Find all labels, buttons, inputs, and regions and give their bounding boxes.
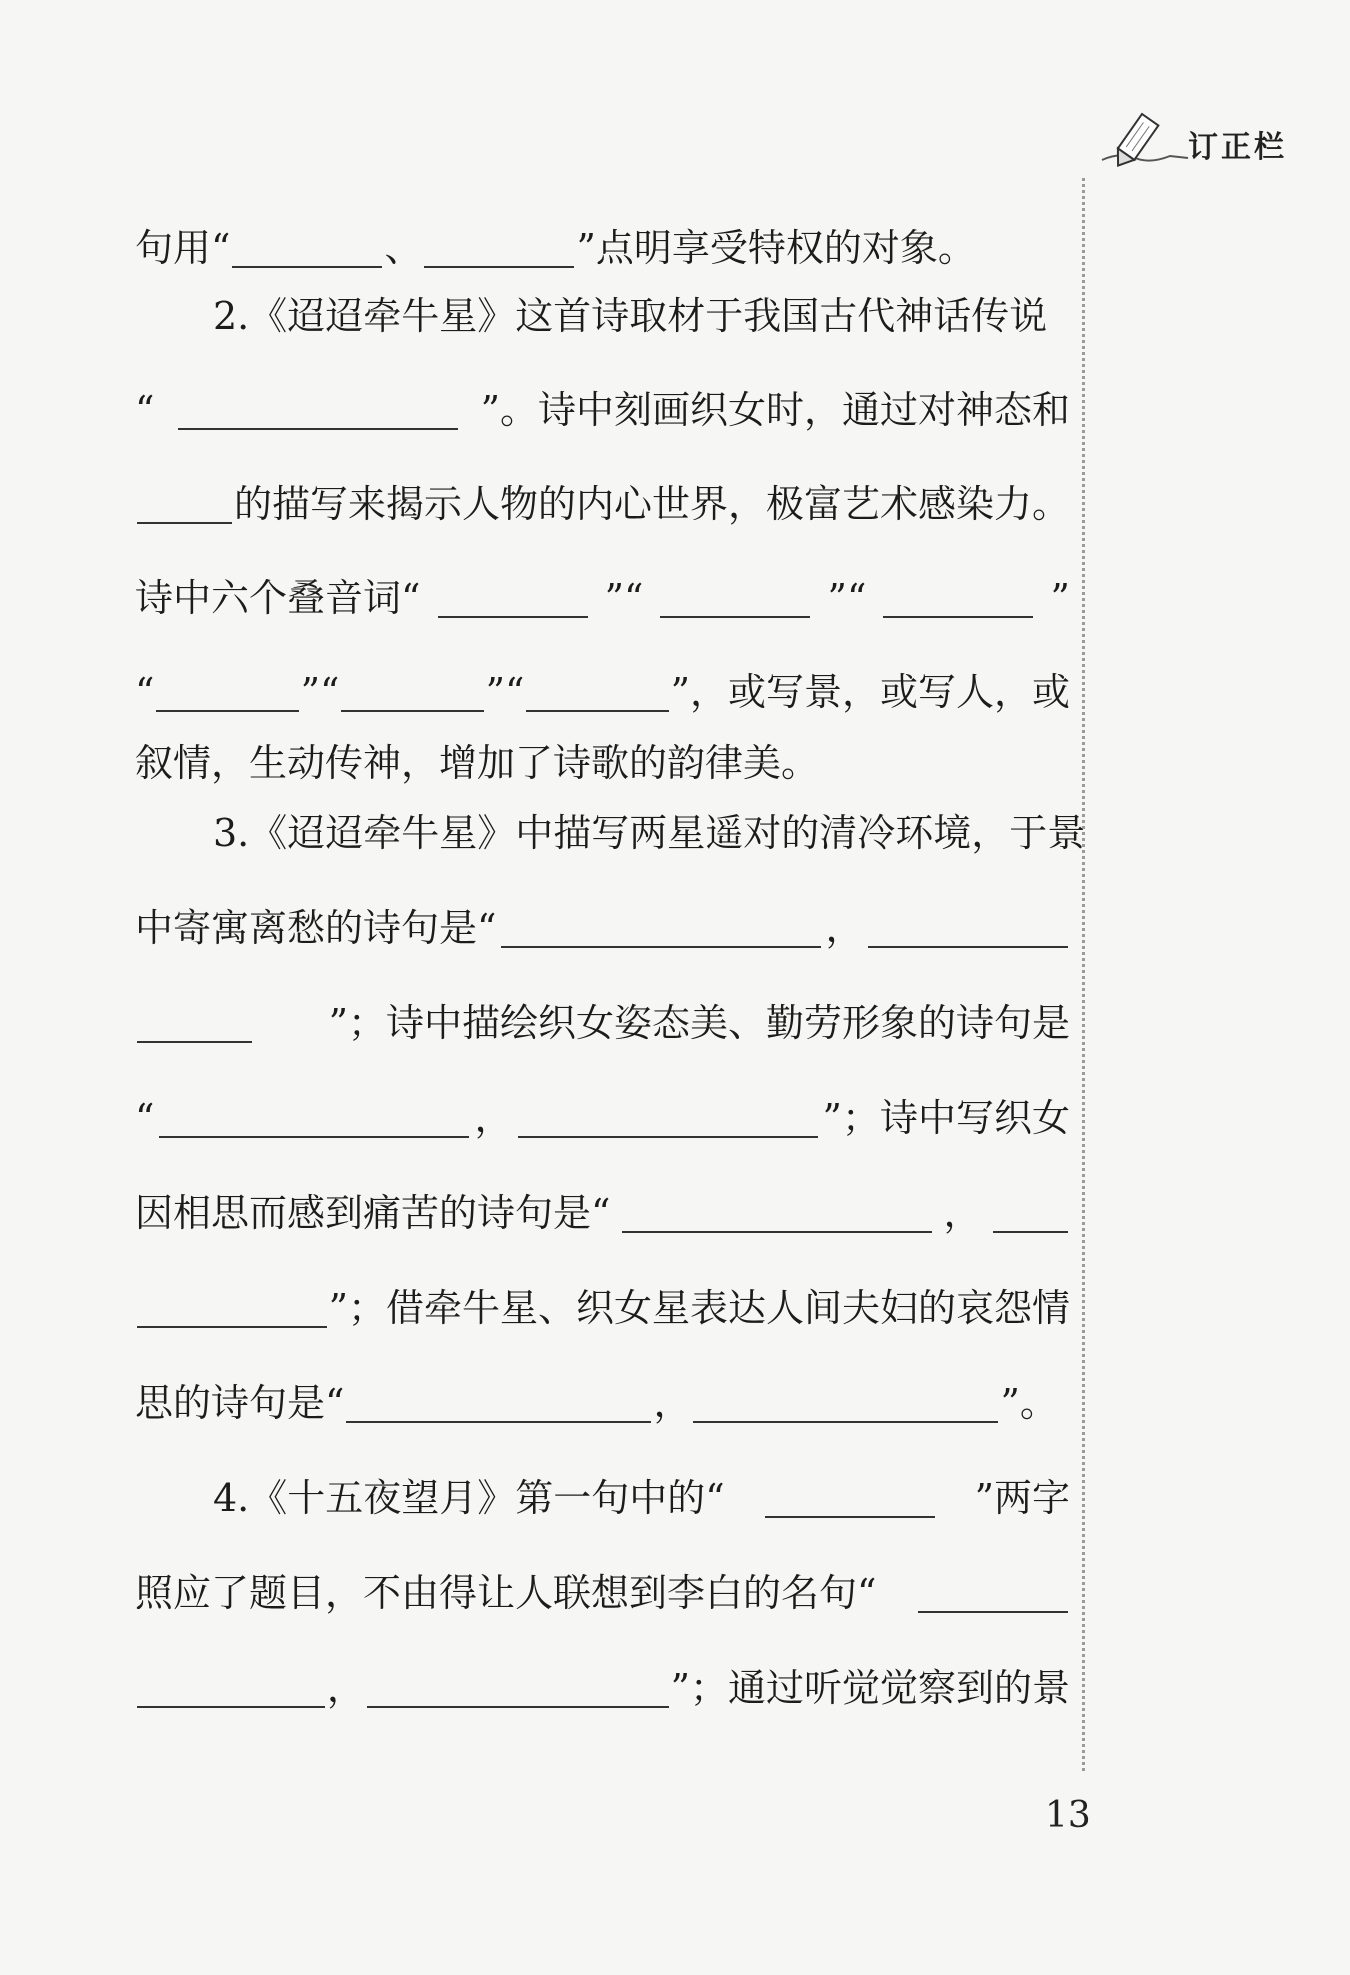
correction-column-header (1100, 108, 1320, 178)
answer-blank[interactable] (438, 578, 588, 618)
text-line: 的描写来揭示人物的内心世界，极富艺术感染力。 (135, 474, 1070, 534)
answer-blank[interactable] (232, 228, 382, 268)
answer-blank[interactable] (341, 672, 483, 712)
answer-blank[interactable] (367, 1668, 669, 1708)
answer-blank[interactable] (518, 1098, 818, 1138)
correction-column-title: 订正栏 (1188, 130, 1287, 165)
answer-blank[interactable] (918, 1573, 1068, 1613)
answer-blank[interactable] (693, 1383, 998, 1423)
text-line: “ ， ”；诗中写织女 (135, 1096, 1070, 1140)
answer-blank[interactable] (137, 1668, 325, 1708)
text-line: ”；借牵牛星、织女星表达人间夫妇的哀怨情 (135, 1278, 1070, 1338)
text-line: 照应了题目，不由得让人联想到李白的名句“ (135, 1563, 1070, 1623)
answer-blank[interactable] (501, 908, 821, 948)
answer-blank[interactable] (156, 672, 298, 712)
answer-blank[interactable] (622, 1193, 932, 1233)
answer-blank[interactable] (660, 578, 810, 618)
question-2-line: 2.《迢迢牵牛星》这首诗取材于我国古代神话传说 (213, 294, 1048, 338)
page-number: 13 (1045, 1795, 1091, 1836)
answer-blank[interactable] (526, 672, 668, 712)
answer-blank[interactable] (346, 1383, 651, 1423)
answer-blank[interactable] (868, 908, 1068, 948)
answer-blank[interactable] (993, 1193, 1068, 1233)
text-line: “ ”。诗中刻画织女时，通过对神态和 (135, 388, 1070, 432)
text-line: 句用“ 、 ”点明享受特权的对象。 (135, 226, 976, 270)
answer-blank[interactable] (178, 390, 458, 430)
question-4-line: 4.《十五夜望月》第一句中的“ ”两字 (213, 1476, 1070, 1520)
correction-column-divider (1082, 178, 1085, 1771)
text-line: 思的诗句是“ ， ”。 (135, 1381, 1058, 1425)
answer-blank[interactable] (137, 1288, 327, 1328)
answer-blank[interactable] (159, 1098, 469, 1138)
text-line: ， ”；通过听觉觉察到的景 (135, 1658, 1070, 1718)
text-line: ”；诗中描绘织女姿态美、勤劳形象的诗句是 (135, 993, 1070, 1053)
answer-blank[interactable] (137, 1003, 252, 1043)
text-line: 因相思而感到痛苦的诗句是“ ， (135, 1183, 1070, 1243)
answer-blank[interactable] (765, 1478, 935, 1518)
text-line: 诗中六个叠音词“ ”“ ”“ ” (135, 576, 1070, 620)
answer-blank[interactable] (137, 484, 232, 524)
text-line: “ ”“ ”“ ”，或写景，或写人，或 (135, 670, 1071, 714)
answer-blank[interactable] (883, 578, 1033, 618)
text-line: 叙情，生动传神，增加了诗歌的韵律美。 (135, 741, 820, 785)
answer-blank[interactable] (424, 228, 574, 268)
question-3-line: 3.《迢迢牵牛星》中描写两星遥对的清冷环境，于景 (213, 811, 1086, 855)
text-line: 中寄寓离愁的诗句是“ ， (135, 898, 1070, 958)
